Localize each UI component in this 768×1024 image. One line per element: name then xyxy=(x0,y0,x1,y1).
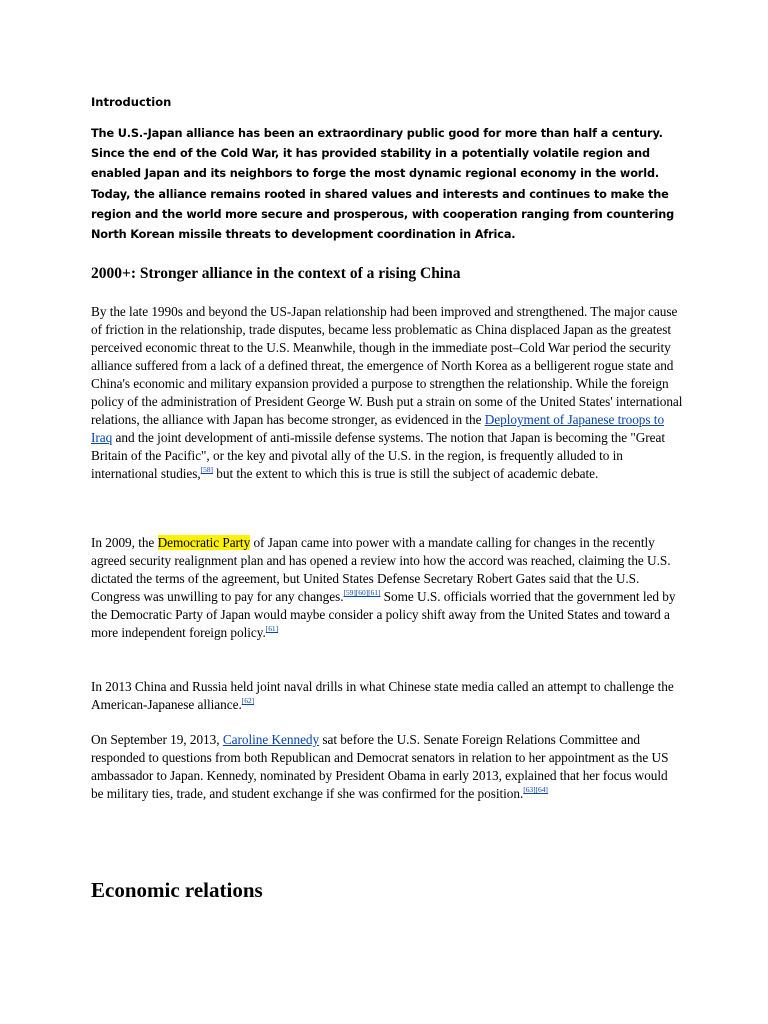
link-caroline-kennedy[interactable]: Caroline Kennedy xyxy=(222,732,320,747)
intro-heading: Introduction xyxy=(91,95,172,109)
highlighted-text: Democratic Party xyxy=(157,535,251,550)
reference-link[interactable]: [62] xyxy=(241,696,255,705)
paragraph-text: but the extent to which this is true is still the subject of academic debate. xyxy=(212,466,599,481)
reference-link[interactable]: [59][60][61] xyxy=(343,588,381,597)
paragraph-alliance xyxy=(91,303,683,483)
intro-paragraph: The U.S.-Japan alliance has been an extraordinary public good for more than half a century. Since the end of the Cold War, it has provided stability in a potentially volatile region and enabled Japan and its neighbors to forge the most dynamic regional economy in the world. Today, the alliance remains rooted in shared values and interests and continues to make the region and the world more secure and prosperous, with cooperation ranging from countering North Korean missile threats to development coordination in Africa. xyxy=(91,127,675,242)
reference-link[interactable]: [63][64] xyxy=(523,785,548,794)
document-page xyxy=(91,93,691,902)
section-heading: 2000+: Stronger alliance in the context of a rising China xyxy=(91,265,461,282)
paragraph-text: Some U.S. officials worried that the government led by the Democratic Party of Japan would maybe consider a policy shift away from the United States and toward a more independent foreign policy. xyxy=(91,589,676,640)
reference-link[interactable]: [61] xyxy=(265,624,279,633)
paragraph-text: sat before the U.S. Senate Foreign Relations Committee and responded to questions from both Republican and Democrat senators in relation to her appointment as the US ambassador to Japan. Kennedy, nominated by President Obama in early 2013, explained that her focus would be military ties, trade, and student exchange if she was confirmed for the position. xyxy=(91,732,669,801)
paragraph-text: and the joint development of anti-missile defense systems. The notion that Japan is becoming the "Great Britain of the Pacific", or the key and pivotal ally of the U.S. in the region, is frequently alluded to in international studies, xyxy=(91,430,666,481)
paragraph-text: of Japan came into power with a mandate calling for changes in the recently agreed security realignment plan and has opened a review into how the accord was reached, claiming the U.S. dictated the terms of the agreement, but United States Defense Secretary Robert Gates said that the U.S. Congress was unwilling to pay for any changes. xyxy=(91,535,671,604)
paragraph-text: By the late 1990s and beyond the US-Japan relationship had been improved and strengthened. The major cause of friction in the relationship, trade disputes, became less problematic as China displaced Japan as the greatest perceived economic threat to the U.S. Meanwhile, though in the immediate post–Cold War period the security alliance suffered from a lack of a defined threat, the emergence of North Korea as a belligerent rogue state and China's economic and military expansion provided a purpose to strengthen the relationship. While the foreign policy of the administration of President George W. Bush put a strain on some of the United States' international relations, the alliance with Japan has become stronger, as evidenced in the xyxy=(91,304,683,427)
paragraph-text: In 2013 China and Russia held joint naval drills in what Chinese state media called an attempt to challenge the American-Japanese alliance. xyxy=(91,679,674,712)
paragraph-text: On September 19, 2013, xyxy=(91,732,223,747)
paragraph-kennedy xyxy=(91,731,683,803)
link-deployment-iraq[interactable]: Deployment of Japanese troops to Iraq xyxy=(91,412,665,445)
paragraph-naval-drills xyxy=(91,678,683,714)
reference-link[interactable]: [58] xyxy=(200,465,213,474)
paragraph-text: In 2009, the xyxy=(91,535,158,550)
economic-relations-heading: Economic relations xyxy=(91,878,263,902)
paragraph-democratic-party xyxy=(91,534,683,642)
